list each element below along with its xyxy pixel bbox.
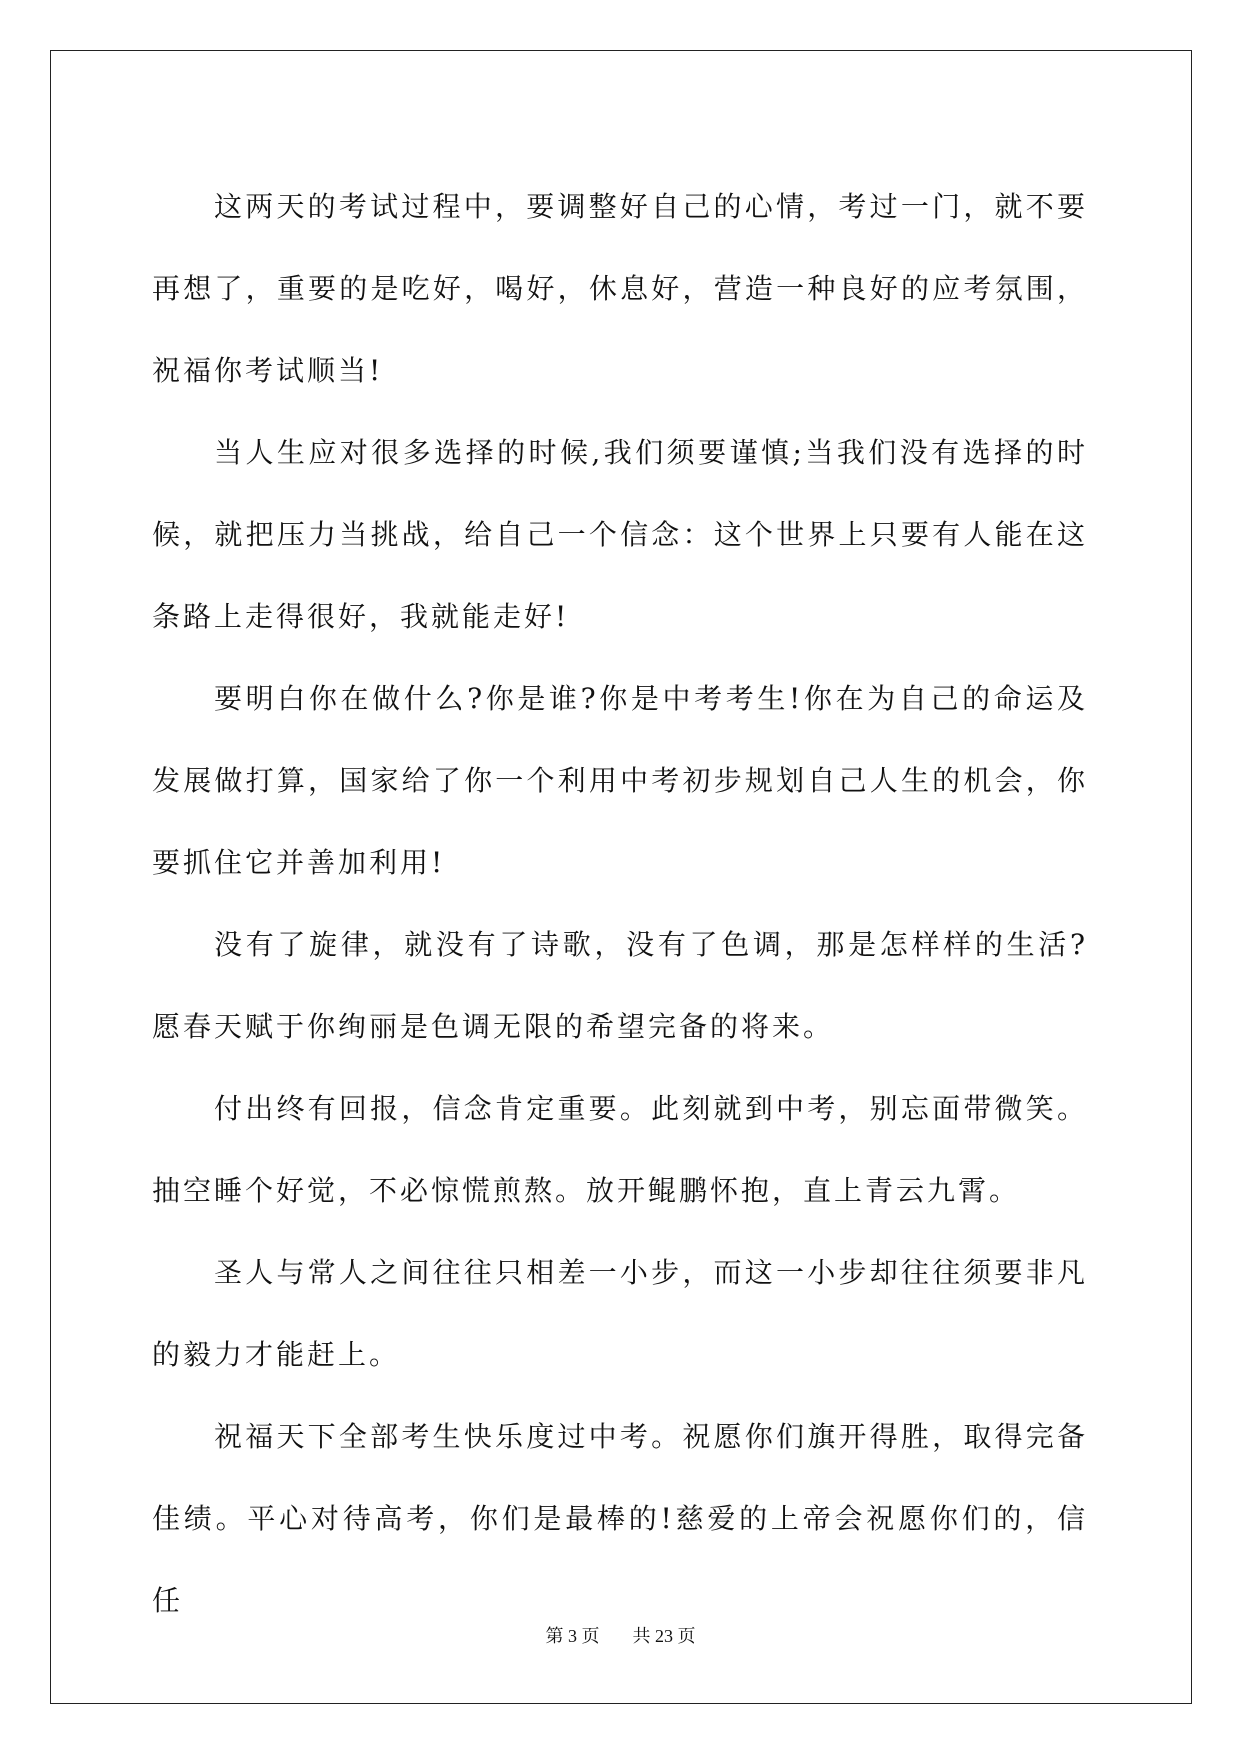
paragraph: 要明白你在做什么?你是谁?你是中考考生!你在为自己的命运及发展做打算，国家给了你一个利用中考初步规划自己人生的机会，你要抓住它并善加利用! bbox=[152, 682, 1088, 879]
page-number: 第 3 页 bbox=[545, 1626, 600, 1646]
paragraph: 这两天的考试过程中，要调整好自己的心情，考过一门，就不要再想了，重要的是吃好，喝好，休息好，营造一种良好的应考氛围，祝福你考试顺当! bbox=[152, 190, 1088, 387]
paragraph: 付出终有回报，信念肯定重要。此刻就到中考，别忘面带微笑。抽空睡个好觉，不必惊慌煎熬。放开鲲鹏怀抱，直上青云九霄。 bbox=[152, 1092, 1088, 1207]
page-footer bbox=[0, 1622, 1241, 1648]
paragraph: 祝福天下全部考生快乐度过中考。祝愿你们旗开得胜，取得完备佳绩。平心对待高考，你们是最棒的!慈爱的上帝会祝愿你们的，信任 bbox=[152, 1420, 1088, 1617]
paragraph: 没有了旋律，就没有了诗歌，没有了色调，那是怎样样的生活?愿春天赋于你绚丽是色调无限的希望完备的将来。 bbox=[152, 928, 1088, 1043]
paragraph: 圣人与常人之间往往只相差一小步，而这一小步却往往须要非凡的毅力才能赶上。 bbox=[152, 1256, 1088, 1371]
total-pages: 共 23 页 bbox=[632, 1626, 696, 1646]
document-body bbox=[152, 166, 1088, 1642]
paragraph: 当人生应对很多选择的时候,我们须要谨慎;当我们没有选择的时候，就把压力当挑战，给自己一个信念：这个世界上只要有人能在这条路上走得很好，我就能走好! bbox=[152, 436, 1088, 633]
